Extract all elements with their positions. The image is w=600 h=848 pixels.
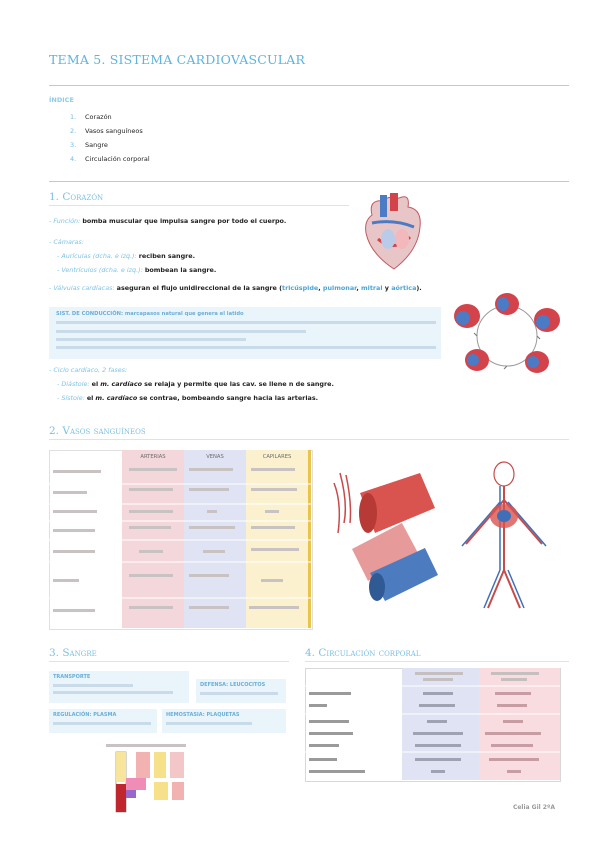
blood-vessels-illustration <box>330 463 440 603</box>
ciclo-label: - Ciclo cardíaco, 2 fases: <box>49 366 128 374</box>
camaras-label: - Cámaras: <box>49 238 84 246</box>
index-item[interactable]: 4. Circulación corporal <box>70 155 150 163</box>
blood-composition-diagram <box>96 738 196 818</box>
circulation-rows <box>305 668 560 780</box>
sistole-line: - Sístole: el m. cardíaco se contrae, bombeando sangre hacia las arterias. <box>57 394 319 402</box>
auriculas-line: - Aurículas (dcha. e izq.): reciben sangre. <box>57 252 196 260</box>
heart-illustration <box>358 193 430 273</box>
section-underline <box>49 439 569 440</box>
header-venas: VENAS <box>206 454 224 460</box>
section-underline <box>49 205 349 206</box>
regulacion-box <box>49 709 157 733</box>
section-underline <box>305 661 569 662</box>
hemostasia-title: HEMOSTASIA: PLAQUETAS <box>166 712 240 718</box>
index-item[interactable]: 1. Corazón <box>70 113 112 121</box>
valvulas-line: - Válvulas cardíacas: aseguran el flujo unidireccional de la sangre (tricúspide, pulmonar, mitral y aórtica). <box>49 284 422 292</box>
section-heading-circulacion: 4. Circulación corporal <box>305 647 421 659</box>
table-rows <box>49 464 311 628</box>
funcion-line: - Función: bomba muscular que impulsa sangre por todo el cuerpo. <box>49 217 287 225</box>
section-heading-vasos: 2. Vasos sanguíneos <box>49 425 146 437</box>
transporte-title: TRANSPORTE <box>53 674 91 680</box>
header-capilares: CAPILARES <box>262 454 292 460</box>
circulatory-system-illustration <box>448 460 560 610</box>
defensa-title: DEFENSA: LEUCOCITOS <box>200 682 266 688</box>
page-title: TEMA 5. SISTEMA CARDIOVASCULAR <box>49 52 306 67</box>
index-list <box>70 110 150 166</box>
index-item[interactable]: 2. Vasos sanguíneos <box>70 127 143 135</box>
divider <box>49 181 569 182</box>
section-underline <box>49 661 289 662</box>
defensa-box <box>196 679 286 703</box>
conduction-note <box>49 307 441 359</box>
diastole-line: - Diástole: el m. cardíaco se relaja y permite que las cav. se llene n de sangre. <box>57 380 334 388</box>
transporte-box <box>49 671 189 703</box>
section-heading-sangre: 3. Sangre <box>49 647 97 659</box>
section-heading-corazon: 1. Corazón <box>49 191 104 203</box>
hemostasia-box <box>162 709 286 733</box>
divider <box>49 85 569 86</box>
index-heading: ÍNDICE <box>49 96 74 104</box>
header-arterias: ARTERIAS <box>140 454 166 460</box>
conduction-title: SIST. DE CONDUCCIÓN: marcapasos natural que genera el latido <box>56 311 244 317</box>
cardiac-cycle-diagram <box>447 292 567 378</box>
ventriculos-line: - Ventrículos (dcha. e izq.): bombean la sangre. <box>57 266 217 274</box>
index-item[interactable]: 3. Sangre <box>70 141 108 149</box>
author-footer: Celia Gil 2ºA <box>512 804 555 811</box>
regulacion-title: REGULACIÓN: PLASMA <box>53 712 117 718</box>
